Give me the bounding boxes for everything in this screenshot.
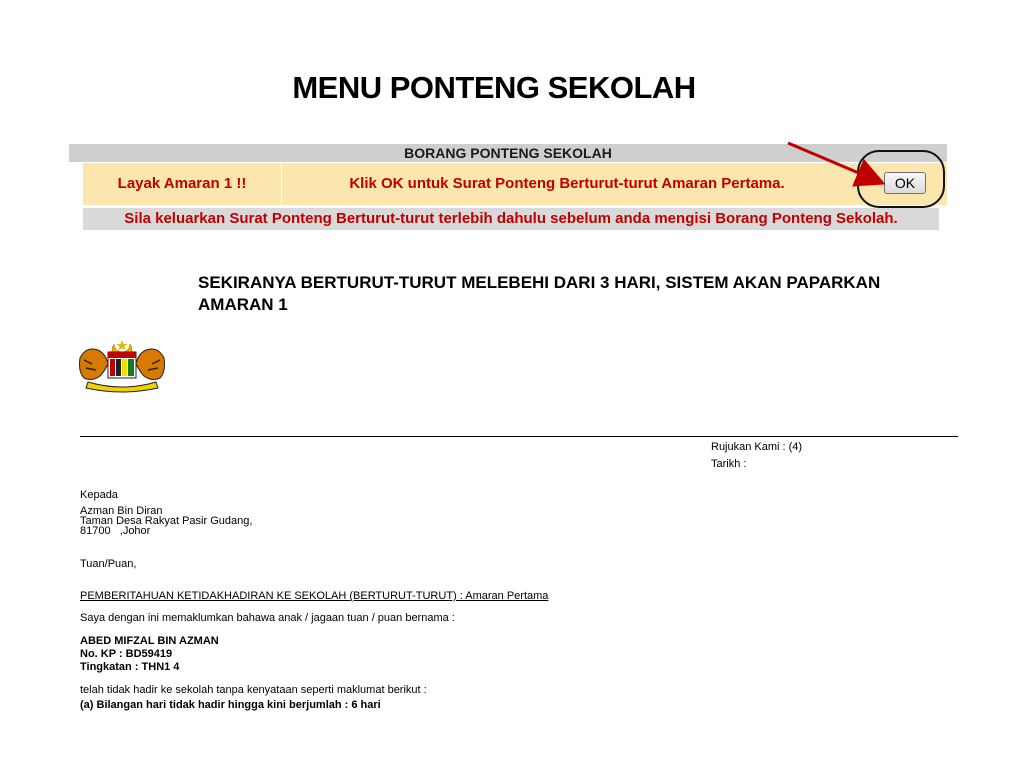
warning-instruction: Klik OK untuk Surat Ponteng Berturut-turut Amaran Pertama. [349,175,785,192]
recipient-name: Azman Bin Diran [80,505,163,517]
form-header: BORANG PONTENG SEKOLAH [69,144,947,162]
absence-count: (a) Bilangan hari tidak hadir hingga kini berjumlah : 6 hari [80,699,381,711]
letter-reference: Rujukan Kami : (4) [711,441,803,453]
ok-button[interactable]: OK [884,172,926,194]
divider-rule [80,436,958,437]
recipient-address-line1: Taman Desa Rakyat Pasir Gudang, [80,515,253,527]
slide-title: MENU PONTENG SEKOLAH [292,70,696,105]
student-class: Tingkatan : THN1 4 [80,661,180,673]
student-id: No. KP : BD59419 [80,648,173,660]
student-name: ABED MIFZAL BIN AZMAN [80,635,219,647]
malaysia-coat-of-arms-icon [74,338,170,394]
letter-to-label: Kepada [80,489,118,501]
notice-row: Sila keluarkan Surat Ponteng Berturut-turut terlebih dahulu sebelum anda mengisi Borang Ponteng Sekolah. [83,208,939,230]
explanatory-note: SEKIRANYA BERTURUT-TURUT MELEBEHI DARI 3 HARI, SISTEM AKAN PAPARKAN AMARAN 1 [198,273,881,314]
letter-date-label: Tarikh : [711,458,747,470]
letter-salutation: Tuan/Puan, [80,558,137,570]
warning-label: Layak Amaran 1 !! [83,163,282,205]
letter-intro: Saya dengan ini memaklumkan bahawa anak / jagaan tuan / puan bernama : [80,612,455,624]
absence-statement: telah tidak hadir ke sekolah tanpa kenyataan seperti maklumat berikut : [80,684,427,696]
recipient-address-line2: 81700 ,Johor [80,525,151,537]
letter-subject: PEMBERITAHUAN KETIDAKHADIRAN KE SEKOLAH (BERTURUT-TURUT) : Amaran Pertama [80,590,549,602]
